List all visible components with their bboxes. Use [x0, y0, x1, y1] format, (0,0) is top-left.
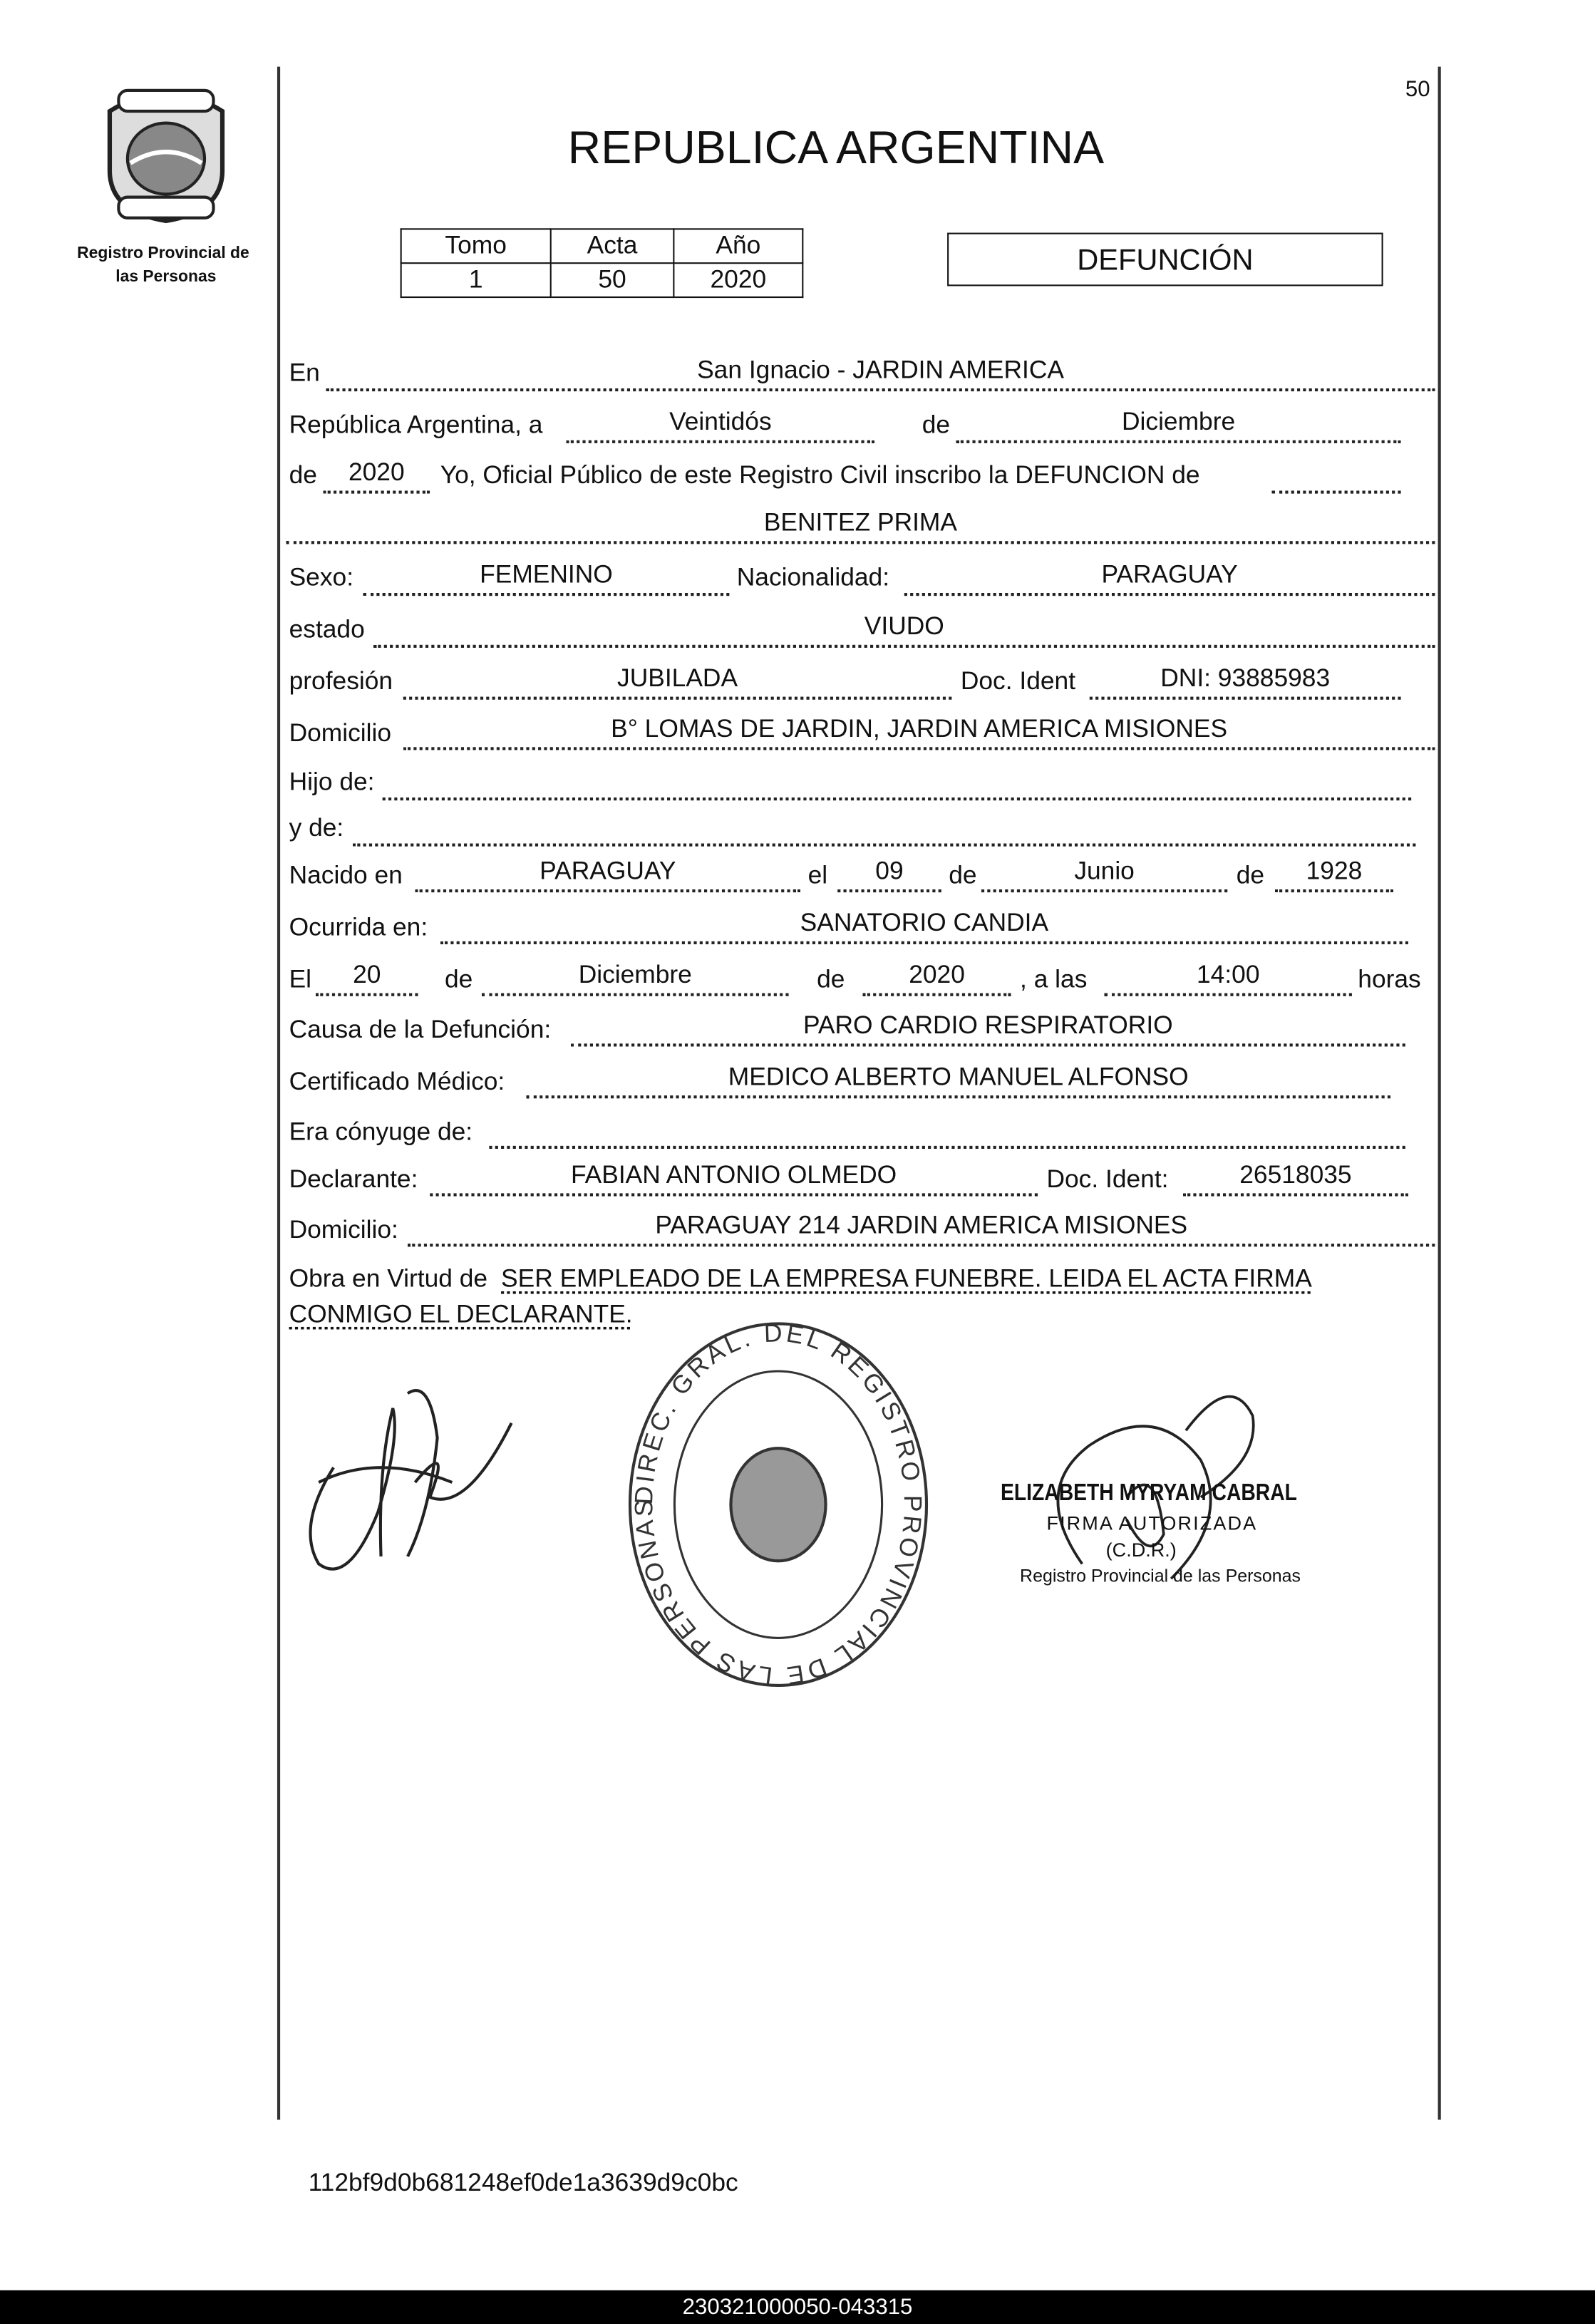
de-label: de	[949, 861, 977, 889]
decl-dom-field: PARAGUAY 214 JARDIN AMERICA MISIONES	[408, 1211, 1435, 1246]
record-type-box: DEFUNCIÓN	[947, 233, 1383, 286]
decl-doc-field: 26518035	[1183, 1161, 1408, 1197]
de-label: de	[1236, 861, 1265, 889]
official-role: FIRMA AUTORIZADA	[1046, 1512, 1258, 1534]
sexo-label: Sexo:	[289, 563, 354, 592]
stamp-outer-text: DIREC. GRAL. DEL REGISTRO PROVINCIAL DE LAS PERSONAS	[629, 1319, 926, 1690]
obra-label: Obra en Virtud de	[289, 1264, 488, 1293]
day-field: Veintidós	[567, 408, 875, 443]
header-anio: Año	[673, 229, 802, 263]
birth-day-field: 09	[837, 857, 941, 892]
alas-label: , a las	[1020, 965, 1088, 993]
birth-year-field: 1928	[1275, 857, 1393, 892]
de-label: de	[922, 410, 951, 439]
deceased-name-field: BENITEZ PRIMA	[286, 508, 1435, 544]
de-label: de	[445, 965, 473, 993]
estado-label: estado	[289, 615, 365, 644]
nacido-label: Nacido en	[289, 861, 403, 889]
birth-month-field: Junio	[981, 857, 1227, 892]
ocurrida-label: Ocurrida en:	[289, 913, 428, 941]
de-label: de	[817, 965, 845, 993]
value-acta: 50	[551, 263, 674, 297]
official-name: ELIZABETH MYRYAM CABRAL	[1001, 1480, 1297, 1507]
en-label: En	[289, 358, 320, 387]
nacionalidad-field: PARAGUAY	[904, 560, 1435, 596]
el-label: el	[807, 861, 828, 889]
footer-code: 230321000050-043315	[682, 2294, 913, 2320]
month-field: Diciembre	[956, 408, 1401, 443]
de-blank-field	[1272, 458, 1401, 494]
domicilio-label: Domicilio	[289, 718, 392, 748]
cert-label: Certificado Médico:	[289, 1067, 505, 1096]
record-table	[401, 228, 804, 298]
death-year-field: 2020	[863, 961, 1011, 996]
horas-label: horas	[1358, 965, 1421, 993]
el-label: El	[289, 965, 312, 993]
death-month-field: Diciembre	[482, 961, 789, 996]
yde-field	[353, 811, 1415, 847]
conyuge-label: Era cónyuge de:	[289, 1117, 473, 1146]
declarant-signature	[289, 1349, 527, 1586]
hijo-field	[383, 765, 1412, 800]
value-anio: 2020	[673, 263, 802, 297]
conyuge-field	[489, 1113, 1405, 1149]
death-time-field: 14:00	[1105, 961, 1352, 996]
page-title: REPUBLICA ARGENTINA	[567, 121, 1105, 174]
de-label: de	[289, 460, 317, 490]
inscribo-text: Yo, Oficial Público de este Registro Civil inscribo la DEFUNCION de	[440, 460, 1200, 490]
estado-field: VIUDO	[373, 612, 1435, 648]
domicilio-field: B° LOMAS DE JARDIN, JARDIN AMERICA MISIONES	[403, 715, 1435, 750]
cert-field: MEDICO ALBERTO MANUEL ALFONSO	[526, 1063, 1390, 1098]
sexo-field: FEMENINO	[363, 560, 730, 596]
hijo-label: Hijo de:	[289, 768, 375, 796]
yde-label: y de:	[289, 813, 344, 842]
province-seal-logo	[98, 81, 234, 224]
left-margin-line	[277, 67, 280, 2120]
causa-label: Causa de la Defunción:	[289, 1015, 552, 1044]
profesion-label: profesión	[289, 666, 393, 696]
org-name-line2: las Personas	[115, 268, 217, 286]
document-hash: 112bf9d0b681248ef0de1a3639d9c0bc	[308, 2169, 738, 2197]
footer-bar	[0, 2291, 1595, 2324]
place-field: San Ignacio - JARDIN AMERICA	[326, 356, 1435, 391]
profesion-field: JUBILADA	[403, 664, 952, 700]
value-tomo: 1	[401, 263, 551, 297]
org-name-line1: Registro Provincial de	[77, 244, 249, 263]
obra-value-line2: CONMIGO EL DECLARANTE.	[289, 1300, 633, 1328]
birthplace-field: PARAGUAY	[415, 857, 800, 892]
header-acta: Acta	[551, 229, 674, 263]
official-stamp	[623, 1319, 934, 1690]
year-field: 2020	[323, 458, 430, 494]
doc-field: DNI: 93885983	[1090, 664, 1401, 700]
right-margin-line	[1438, 67, 1441, 2120]
header-tomo: Tomo	[401, 229, 551, 263]
causa-field: PARO CARDIO RESPIRATORIO	[571, 1011, 1405, 1047]
official-org: Registro Provincial de las Personas	[1020, 1565, 1301, 1586]
republica-label: República Argentina, a	[289, 410, 543, 439]
page-number: 50	[1405, 77, 1430, 103]
decl-dom-label: Domicilio:	[289, 1215, 398, 1244]
obra-value-line1: SER EMPLEADO DE LA EMPRESA FUNEBRE. LEIDA EL ACTA FIRMA	[501, 1264, 1312, 1293]
nacionalidad-label: Nacionalidad:	[736, 563, 890, 592]
declarante-label: Declarante:	[289, 1164, 418, 1194]
doc-label: Doc. Ident	[960, 666, 1076, 696]
ocurrida-field: SANATORIO CANDIA	[440, 909, 1408, 944]
declarante-field: FABIAN ANTONIO OLMEDO	[430, 1161, 1038, 1197]
official-code: (C.D.R.)	[1105, 1539, 1177, 1561]
death-day-field: 20	[316, 961, 418, 996]
decl-doc-label: Doc. Ident:	[1046, 1164, 1169, 1194]
